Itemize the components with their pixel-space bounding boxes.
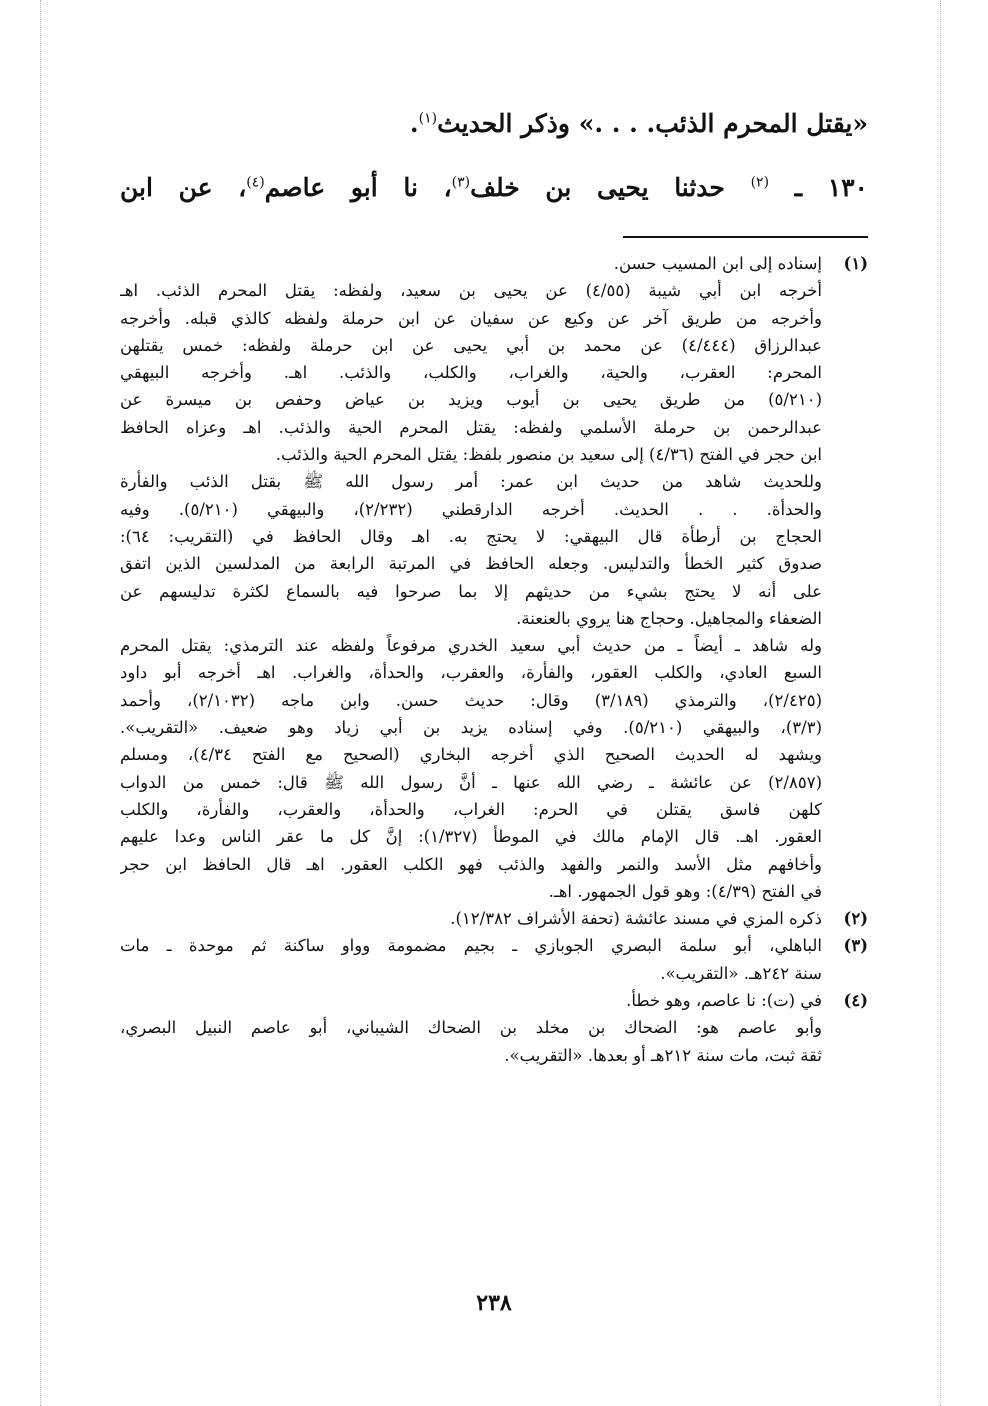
footnote-line: ابن حجر في الفتح (٤/٣٦) إلى سعيد بن منصور بلفظ: يقتل المحرم الحية والذئب. [275, 445, 822, 465]
footnote-line: المحرم: العقرب، والحية، والغراب، والكلب، والذئب. اهـ. وأخرجه البيهقي [120, 363, 822, 383]
footnote-marker-2[interactable]: (٢) [750, 174, 770, 191]
footnote-line: (٢/٨٥٧) عن عائشة ـ رضي الله عنها ـ أنَّ رسول الله ﷺ قال: خمس من الدواب [120, 772, 822, 792]
footnote-line: إسناده إلى ابن المسيب حسن. [613, 254, 822, 273]
quoted-title: «يقتل المحرم الذئب. . . .» [578, 109, 868, 138]
footnote-line: في الفتح (٤/٣٩): وهو قول الجمهور. اهـ. [548, 881, 822, 901]
footnote-line: (٥/٢١٠) من طريق يحيى بن أيوب ويزيد بن عياض وحفص بن ميسرة عن [120, 390, 822, 410]
footnote-line: في (ت): نا عاصم، وهو خطأ. [626, 991, 822, 1011]
main-text-line-1: «يقتل المحرم الذئب. . . .» وذكر الحديث$^{(١)}$. [409, 109, 868, 138]
footnote-number: (٢) [843, 909, 868, 929]
footnote-number: (٣) [843, 936, 868, 956]
footnote-line: والحدأة. . . الحديث. أخرجه الدارقطني (٢/٢٣٢)، والبيهقي (٥/٢١٠). وفيه [120, 499, 822, 519]
main-text-segment: ، عن ابن [120, 173, 247, 202]
footnote-line: عبدالرزاق (٤/٤٤٤) عن محمد بن أبي يحيى عن ابن حرملة ولفظه: خمس يقتلهن [120, 335, 822, 355]
footnote-line: الحجاج بن أرطأة قال البيهقي: لا يحتج به. اهـ وقال الحافظ في (التقريب: ٦٤): [120, 526, 822, 546]
footnote-line: وأخرجه من طريق آخر عن وكيع عن سفيان عن ابن حرملة ولفظه كالذي قبله. وأخرجه [120, 308, 822, 328]
footnote-line: ذكره المزي في مسند عائشة (تحفة الأشراف ١٢/٣٨٢). [450, 909, 822, 929]
footnote-line: وللحديث شاهد من حديث ابن عمر: أمر رسول الله ﷺ بقتل الذئب والفأرة [120, 472, 822, 492]
footnote-line: سنة ٢٤٢هـ. «التقريب». [660, 963, 822, 983]
footnote-marker-1[interactable]: (١) [418, 110, 438, 127]
footnote-line: كلهن فاسق يقتلن في الحرم: الغراب، والحدأة، والعقرب، والفأرة، والكلب [120, 799, 822, 819]
footnotes-section [120, 250, 868, 1069]
footnote-line: ويشهد له الحديث الصحيح الذي أخرجه البخاري (الصحيح مع الفتح ٤/٣٤)، ومسلم [120, 745, 822, 765]
footnote-2 [120, 905, 868, 932]
footnote-line: السبع العادي، والكلب العقور، والفأرة، والعقرب، والحدأة، والغراب. اهـ أخرجه أبو داود [120, 663, 822, 683]
footnote-line: وله شاهد ـ أيضاً ـ من حديث أبي سعيد الخدري مرفوعاً ولفظه عند الترمذي: يقتل المحرم [120, 636, 822, 656]
footnote-line: عبدالرحمن بن حرملة الأسلمي ولفظه: يقتل المحرم الحية والذئب. اهـ وعزاه الحافظ [120, 417, 822, 437]
footnote-line: (٣/٣)، والبيهقي (٥/٢١٠). وفي إسناده يزيد بن أبي زياد وهو ضعيف. «التقريب». [120, 718, 822, 738]
footnote-line: ثقة ثبت، مات سنة ٢١٢هـ أو بعدها. «التقريب». [504, 1045, 822, 1065]
footnote-line: وأخافهم مثل الأسد والنمر والفهد والذئب فهو الكلب العقور. اهـ قال الحافظ ابن حجر [120, 854, 822, 874]
footnote-line: وأبو عاصم هو: الضحاك بن مخلد بن الضحاك الشيباني، أبو عاصم النبيل البصري، [120, 1018, 822, 1038]
footnote-1 [120, 250, 868, 905]
main-text-segment: ، نا أبو عاصم [264, 173, 452, 202]
hadith-number: ١٣٠ ـ [769, 173, 868, 202]
footnote-line: صدوق كثير الخطأ والتدليس. وجعله الحافظ في المرتبة الرابعة من المدلسين الذين اتفق [120, 554, 822, 574]
footnote-separator [623, 236, 868, 238]
footnote-line: على أنه لا يحتج بشيء من حديثهم إلا بما صرحوا فيه بالسماع لكثرة تدليسهم عن [120, 581, 822, 601]
main-text-segment: وذكر الحديث [437, 109, 579, 138]
scan-dotted-line-right [940, 0, 943, 1406]
footnote-line: الباهلي، أبو سلمة البصري الجوبازي ـ بجيم مضمومة وواو ساكنة ثم موحدة ـ مات [120, 936, 822, 956]
footnote-line: أخرجه ابن أبي شيبة (٤/٥٥) عن يحيى بن سعيد، ولفظه: يقتل المحرم الذئب. اهـ [120, 281, 822, 301]
footnote-3 [120, 932, 868, 987]
footnote-line: العقور. اهـ. قال الإمام مالك في الموطأ (١/٣٢٧): إنَّ كل ما عقر الناس وعدا عليهم [120, 827, 822, 847]
footnote-marker-3[interactable]: (٣) [451, 174, 471, 191]
footnote-marker-4[interactable]: (٤) [246, 174, 265, 191]
page-number: ٢٣٨ [476, 1290, 512, 1316]
footnote-line: (٢/٤٢٥)، والترمذي (٣/١٨٩) وقال: حديث حسن. وابن ماجه (٢/١٠٣٢)، وأحمد [120, 690, 822, 710]
footnote-line: الضعفاء والمجاهيل. وحجاج هنا يروي بالعنعنة. [516, 608, 822, 628]
footnote-4 [120, 987, 868, 1069]
main-text-line-2 [120, 166, 868, 210]
main-text-segment: حدثنا يحيى بن خلف [470, 173, 751, 202]
footnote-number: (١) [843, 254, 868, 273]
footnote-number: (٤) [843, 991, 868, 1011]
scan-dotted-line-left [40, 0, 43, 1406]
